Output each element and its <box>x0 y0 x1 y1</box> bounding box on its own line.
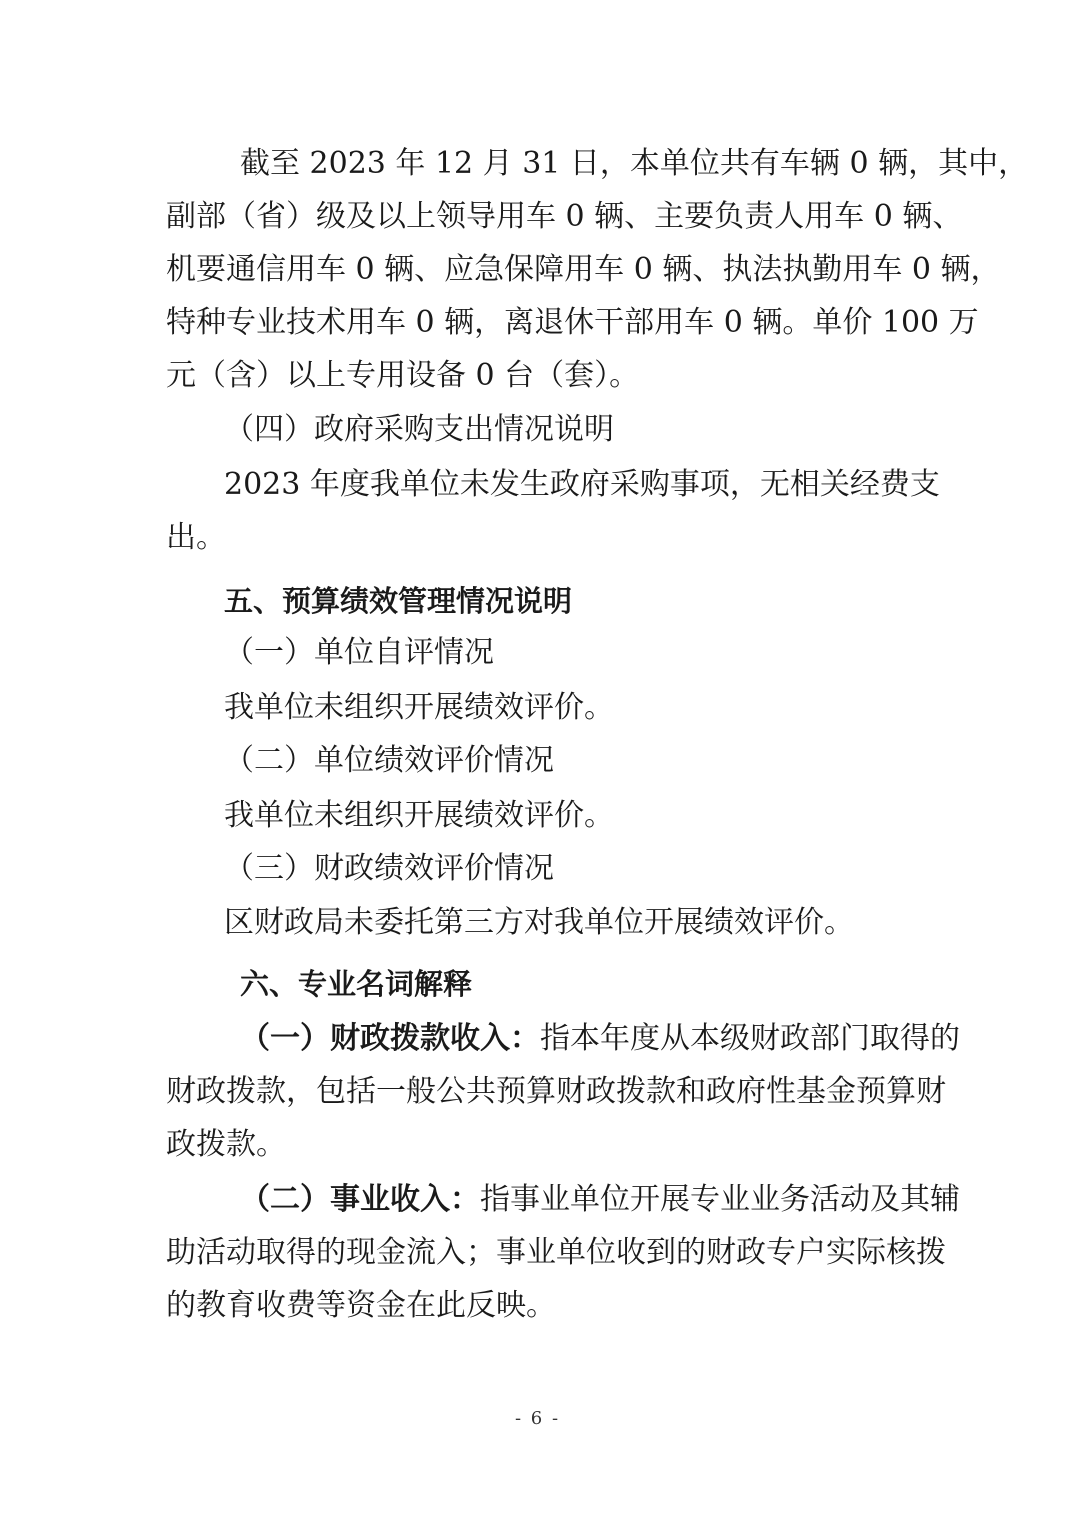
term2-line-1 <box>240 1180 960 1220</box>
term2-label: （二）事业收入： <box>240 1182 480 1217</box>
section6-heading: 六、专业名词解释 <box>240 967 473 1001</box>
term1-line1-rest: 指本年度从本级财政部门取得的 <box>540 1021 960 1056</box>
section5-sub3-heading: （三）财政绩效评价情况 <box>224 851 554 886</box>
vehicles-line-5: 元（含）以上专用设备 0 台（套）。 <box>166 358 640 393</box>
term1-line-2: 财政拨款，包括一般公共预算财政拨款和政府性基金预算财 <box>166 1074 946 1109</box>
term2-line-3: 的教育收费等资金在此反映。 <box>166 1288 556 1323</box>
section5-sub3-text: 区财政局未委托第三方对我单位开展绩效评价。 <box>224 905 854 940</box>
section5-sub2-heading: （二）单位绩效评价情况 <box>224 743 554 778</box>
procurement-heading: （四）政府采购支出情况说明 <box>224 412 614 447</box>
term1-label: （一）财政拨款收入： <box>240 1021 540 1056</box>
term2-line-2: 助活动取得的现金流入；事业单位收到的财政专户实际核拨 <box>166 1235 946 1270</box>
page-number: - 6 - <box>514 1408 561 1429</box>
term1-line-3: 政拨款。 <box>166 1127 286 1162</box>
procurement-line-2: 出。 <box>166 520 226 555</box>
section5-sub1-text: 我单位未组织开展绩效评价。 <box>224 690 614 725</box>
section5-sub1-heading: （一）单位自评情况 <box>224 635 494 670</box>
term2-line1-rest: 指事业单位开展专业业务活动及其辅 <box>480 1182 960 1217</box>
vehicles-line-4: 特种专业技术用车 0 辆，离退休干部用车 0 辆。单价 100 万 <box>166 305 979 340</box>
section5-sub2-text: 我单位未组织开展绩效评价。 <box>224 798 614 833</box>
procurement-line-1: 2023 年度我单位未发生政府采购事项，无相关经费支 <box>224 467 940 502</box>
vehicles-line-3: 机要通信用车 0 辆、应急保障用车 0 辆、执法执勤用车 0 辆， <box>166 252 1001 287</box>
term1-line-1 <box>240 1019 960 1059</box>
vehicles-line-1: 截至 2023 年 12 月 31 日，本单位共有车辆 0 辆，其中， <box>240 146 1029 181</box>
vehicles-line-2: 副部（省）级及以上领导用车 0 辆、主要负责人用车 0 辆、 <box>166 199 963 234</box>
section5-heading: 五、预算绩效管理情况说明 <box>224 584 573 618</box>
